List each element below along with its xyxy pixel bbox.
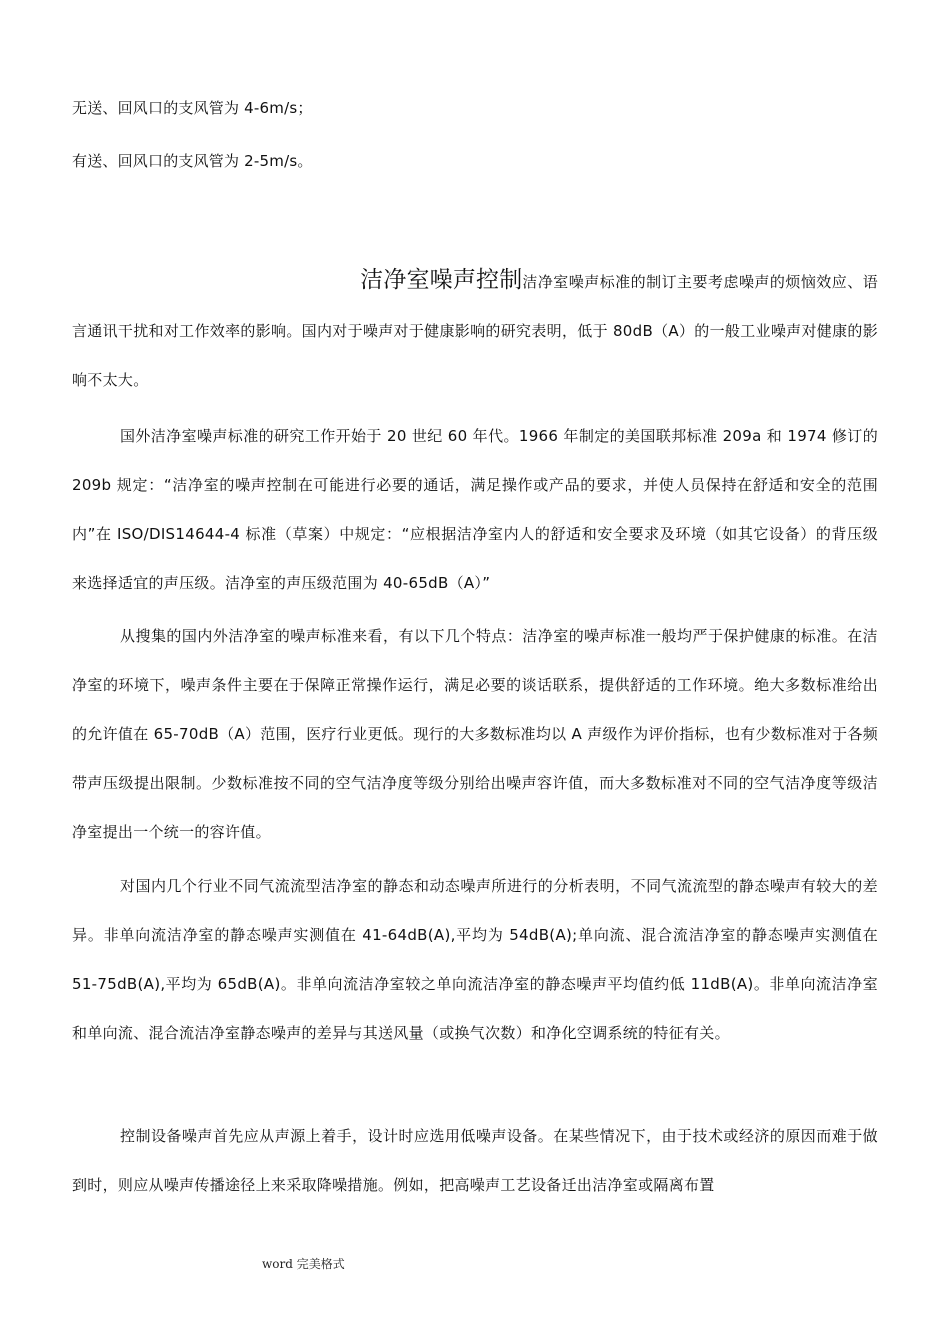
paragraph-4: 控制设备噪声首先应从声源上着手，设计时应选用低噪声设备。在某些情况下，由于技术或经济的原因而难于做到时，则应从噪声传播途径上来采取降噪措施。例如，把高噪声工艺设备迁出洁净室或隔离布置 [72,1127,878,1194]
paragraph-2: 从搜集的国内外洁净室的噪声标准来看，有以下几个特点：洁净室的噪声标准一般均严于保护健康的标准。在洁净室的环境下，噪声条件主要在于保障正常操作运行，满足必要的谈话联系，提供舒适的工作环境。绝大多数标准给出的允许值在 65-70dB（A）范围，医疗行业更低。现行的大多数标准均以 A 声级作为评价指标，也有少数标准对于各频带声压级提出限制。少数标准按不同的空气洁净度等级分别给出噪声容许值，而大多数标准对不同的空气洁净度等级洁净室提出一个统一的容许值。 [72,627,878,841]
section-intro-text: 洁净室噪声标准的制订主要考虑噪声的烦恼效应、语言通讯干扰和对工作效率的影响。国内对于噪声对于健康影响的研究表明，低于 80dB（A）的一般工业噪声对健康的影响不太大。 [72,273,878,389]
footer-text: word 完美格式 [262,1257,345,1271]
section-heading: 洁净室噪声控制 [360,267,523,293]
text-line-2: 有送、回风口的支风管为 2-5m/s。 [72,152,313,170]
section-intro-paragraph [72,256,878,405]
paragraph-3: 对国内几个行业不同气流流型洁净室的静态和动态噪声所进行的分析表明，不同气流流型的静态噪声有较大的差异。非单向流洁净室的静态噪声实测值在 41-64dB(A),平均为 54dB(A);单向流、混合流洁净室的静态噪声实测值在 51-75dB(A),平均为 65dB(A)。非单向流洁净室较之单向流洁净室的静态噪声平均值约低 11dB(A)。非单向流洁净室和单向流、混合流洁净室静态噪声的差异与其送风量（或换气次数）和净化空调系统的特征有关。 [72,877,878,1042]
paragraph-1: 国外洁净室噪声标准的研究工作开始于 20 世纪 60 年代。1966 年制定的美国联邦标准 209a 和 1974 修订的 209b 规定：“洁净室的噪声控制在可能进行必要的通话，满足操作或产品的要求，并使人员保持在舒适和安全的范围内”在 ISO/DIS14644-4 标准（草案）中规定：“应根据洁净室内人的舒适和安全要求及环境（如其它设备）的背压级来选择适宜的声压级。洁净室的声压级范围为 40-65dB（A）” [72,427,878,592]
text-line-1: 无送、回风口的支风管为 4-6m/s； [72,99,313,117]
